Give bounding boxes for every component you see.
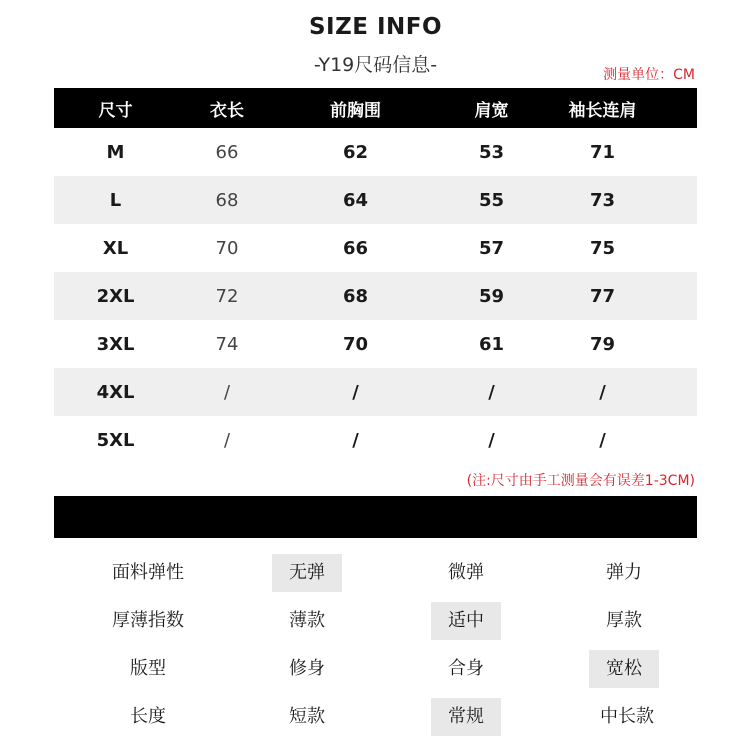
attribute-option: 弹力 bbox=[606, 562, 642, 583]
attribute-option: 微弹 bbox=[448, 562, 484, 583]
attribute-option-selected: 宽松 bbox=[589, 650, 659, 688]
shoulder-cell: 57 bbox=[478, 237, 505, 259]
size-cell: 4XL bbox=[96, 381, 135, 403]
size-cell: XL bbox=[102, 237, 129, 259]
attribute-option: 合身 bbox=[448, 658, 484, 679]
size-cell: L bbox=[109, 189, 122, 211]
attribute-label: 长度 bbox=[130, 706, 166, 727]
shoulder-cell: / bbox=[488, 381, 495, 403]
attribute-option-selected: 适中 bbox=[431, 602, 501, 640]
page-title: SIZE INFO bbox=[308, 14, 443, 40]
page-subtitle: -Y19尺码信息- bbox=[313, 54, 438, 76]
table-row bbox=[54, 416, 697, 464]
measurement-error-note: (注:尺寸由手工测量会有误差1-3CM) bbox=[466, 473, 695, 489]
shoulder-cell: 59 bbox=[478, 285, 505, 307]
chest-cell: / bbox=[352, 381, 359, 403]
column-header-length: 衣长 bbox=[210, 100, 244, 121]
sleeve-cell: / bbox=[599, 429, 606, 451]
unit-note: 测量单位：CM bbox=[603, 67, 695, 83]
length-cell: / bbox=[223, 381, 231, 403]
chest-cell: 64 bbox=[342, 189, 369, 211]
chest-cell: 70 bbox=[342, 333, 369, 355]
column-header-size: 尺寸 bbox=[98, 100, 133, 121]
attribute-option: 修身 bbox=[289, 658, 325, 679]
attribute-row-length bbox=[54, 693, 697, 741]
divider-bar bbox=[54, 496, 697, 538]
attribute-option: 厚款 bbox=[606, 610, 642, 631]
attribute-option: 中长款 bbox=[600, 706, 654, 727]
attribute-table bbox=[54, 549, 697, 741]
length-cell: 66 bbox=[215, 141, 239, 163]
size-cell: M bbox=[106, 141, 125, 163]
length-cell: 72 bbox=[215, 285, 239, 307]
attribute-row-thickness bbox=[54, 597, 697, 645]
chest-cell: / bbox=[352, 429, 359, 451]
size-table bbox=[54, 88, 697, 464]
size-cell: 5XL bbox=[96, 429, 135, 451]
size-cell: 2XL bbox=[96, 285, 135, 307]
sleeve-cell: / bbox=[599, 381, 606, 403]
shoulder-cell: 53 bbox=[478, 141, 505, 163]
shoulder-cell: 55 bbox=[478, 189, 505, 211]
size-cell: 3XL bbox=[96, 333, 135, 355]
table-row bbox=[54, 224, 697, 272]
sleeve-cell: 79 bbox=[589, 333, 616, 355]
length-cell: 74 bbox=[215, 333, 239, 355]
attribute-label: 版型 bbox=[130, 658, 166, 679]
chest-cell: 66 bbox=[342, 237, 369, 259]
chest-cell: 68 bbox=[342, 285, 369, 307]
attribute-row-fit bbox=[54, 645, 697, 693]
attribute-option-selected: 常规 bbox=[431, 698, 501, 736]
column-header-sleeve: 袖长连肩 bbox=[568, 100, 637, 121]
attribute-row-elasticity bbox=[54, 549, 697, 597]
sleeve-cell: 75 bbox=[589, 237, 616, 259]
length-cell: 68 bbox=[215, 189, 239, 211]
table-row bbox=[54, 320, 697, 368]
sleeve-cell: 71 bbox=[589, 141, 616, 163]
attribute-label: 厚薄指数 bbox=[112, 610, 184, 631]
attribute-option: 短款 bbox=[289, 706, 325, 727]
sleeve-cell: 77 bbox=[589, 285, 616, 307]
table-row bbox=[54, 176, 697, 224]
attribute-option: 薄款 bbox=[289, 610, 325, 631]
chest-cell: 62 bbox=[342, 141, 369, 163]
column-header-shoulder: 肩宽 bbox=[474, 100, 509, 121]
attribute-option-selected: 无弹 bbox=[272, 554, 342, 592]
length-cell: 70 bbox=[215, 237, 239, 259]
table-row bbox=[54, 368, 697, 416]
table-row bbox=[54, 272, 697, 320]
attribute-label: 面料弹性 bbox=[112, 562, 184, 583]
column-header-chest: 前胸围 bbox=[330, 100, 381, 121]
size-table-header bbox=[54, 88, 697, 128]
shoulder-cell: 61 bbox=[478, 333, 505, 355]
sleeve-cell: 73 bbox=[589, 189, 616, 211]
shoulder-cell: / bbox=[488, 429, 495, 451]
table-row bbox=[54, 128, 697, 176]
length-cell: / bbox=[223, 429, 231, 451]
